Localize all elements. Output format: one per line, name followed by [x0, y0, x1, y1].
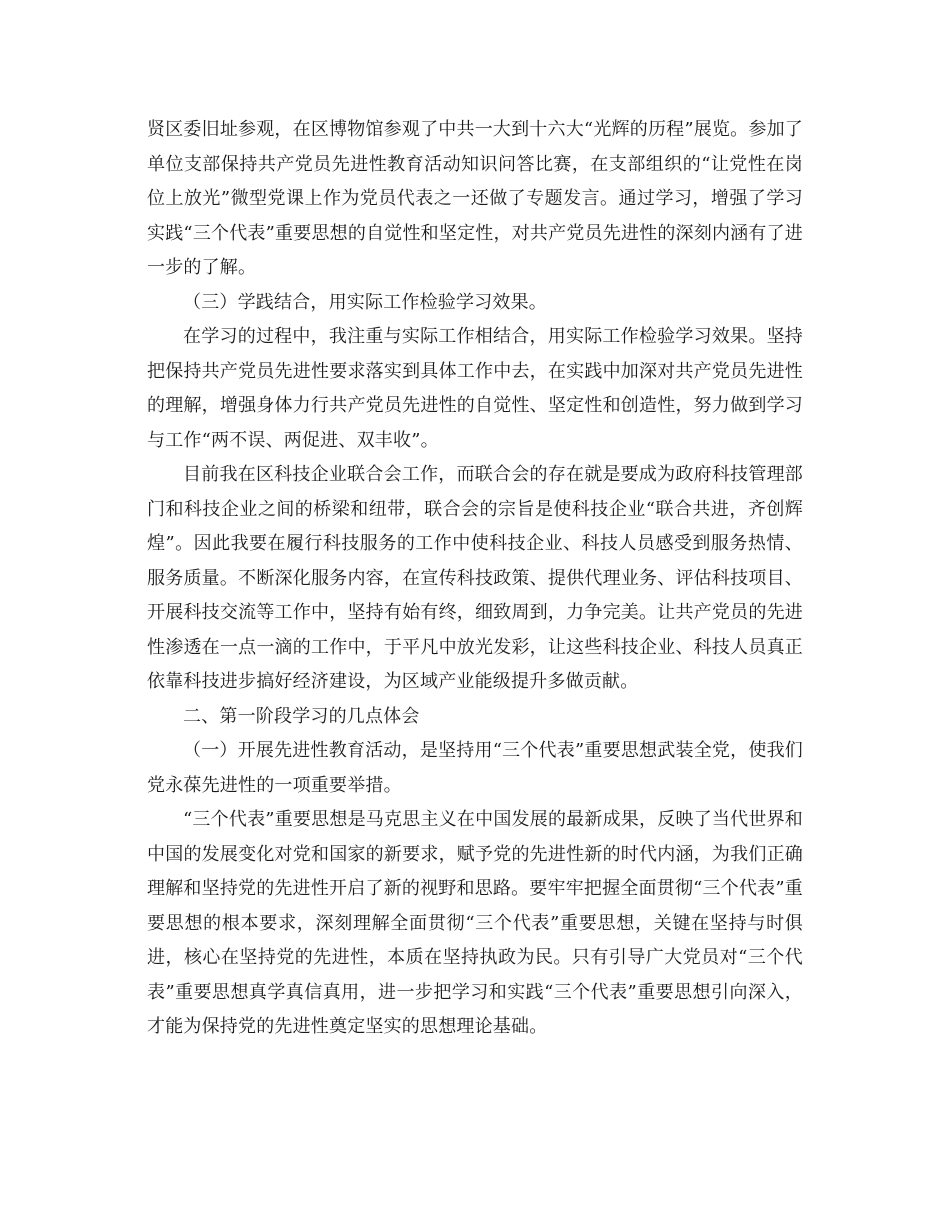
paragraph-current-work: 目前我在区科技企业联合会工作，而联合会的存在就是要成为政府科技管理部门和科技企业之间的桥梁和纽带，联合会的宗旨是使科技企业“联合共进，齐创辉煌”。因此我要在履行科技服务的工作中使科技企业、科技人员感受到服务热情、服务质量。不断深化服务内容，在宣传科技政策、提供代理业务、评估科技项目、开展科技交流等工作中，坚持有始有终，细致周到，力争完美。让共产党员的先进性渗透在一点一滴的工作中，于平凡中放光发彩，让这些科技企业、科技人员真正依靠科技进步搞好经济建设，为区域产业能级提升多做贡献。 [147, 464, 803, 692]
document-body [147, 113, 803, 1045]
subheading-education-activity: （一）开展先进性教育活动，是坚持用“三个代表”重要思想武装全党，使我们党永葆先进性的一项重要举措。 [147, 740, 803, 796]
paragraph-practice-detail: 在学习的过程中，我注重与实际工作相结合，用实际工作检验学习效果。坚持把保持共产党员先进性要求落实到具体工作中去，在实践中加深对共产党员先进性的理解，增强身体力行共产党员先进性的自觉性、坚定性和创造性，努力做到学习与工作“两不误、两促进、双丰收”。 [147, 326, 803, 451]
subheading-practice-combination: （三）学践结合，用实际工作检验学习效果。 [183, 291, 547, 313]
paragraph-three-represents: “三个代表”重要思想是马克思主义在中国发展的最新成果，反映了当代世界和中国的发展变化对党和国家的新要求，赋予党的先进性新的时代内涵，为我们正确理解和坚持党的先进性开启了新的视野和思路。要牢牢把握全面贯彻“三个代表”重要思想的根本要求，深刻理解全面贯彻“三个代表”重要思想，关键在坚持与时俱进，核心在坚持党的先进性，本质在坚持执政为民。只有引导广大党员对“三个代表”重要思想真学真信真用，进一步把学习和实践“三个代表”重要思想引向深入，才能为保持党的先进性奠定坚实的思想理论基础。 [147, 809, 803, 1037]
section-heading-reflections: 二、第一阶段学习的几点体会 [183, 705, 420, 727]
paragraph-visit-summary: 贤区委旧址参观，在区博物馆参观了中共一大到十六大“光辉的历程”展览。参加了单位支部保持共产党员先进性教育活动知识问答比赛，在支部组织的“让党性在岗位上放光”微型党课上作为党员代表之一还做了专题发言。通过学习，增强了学习实践“三个代表”重要思想的自觉性和坚定性，对共产党员先进性的深刻内涵有了进一步的了解。 [147, 119, 803, 278]
